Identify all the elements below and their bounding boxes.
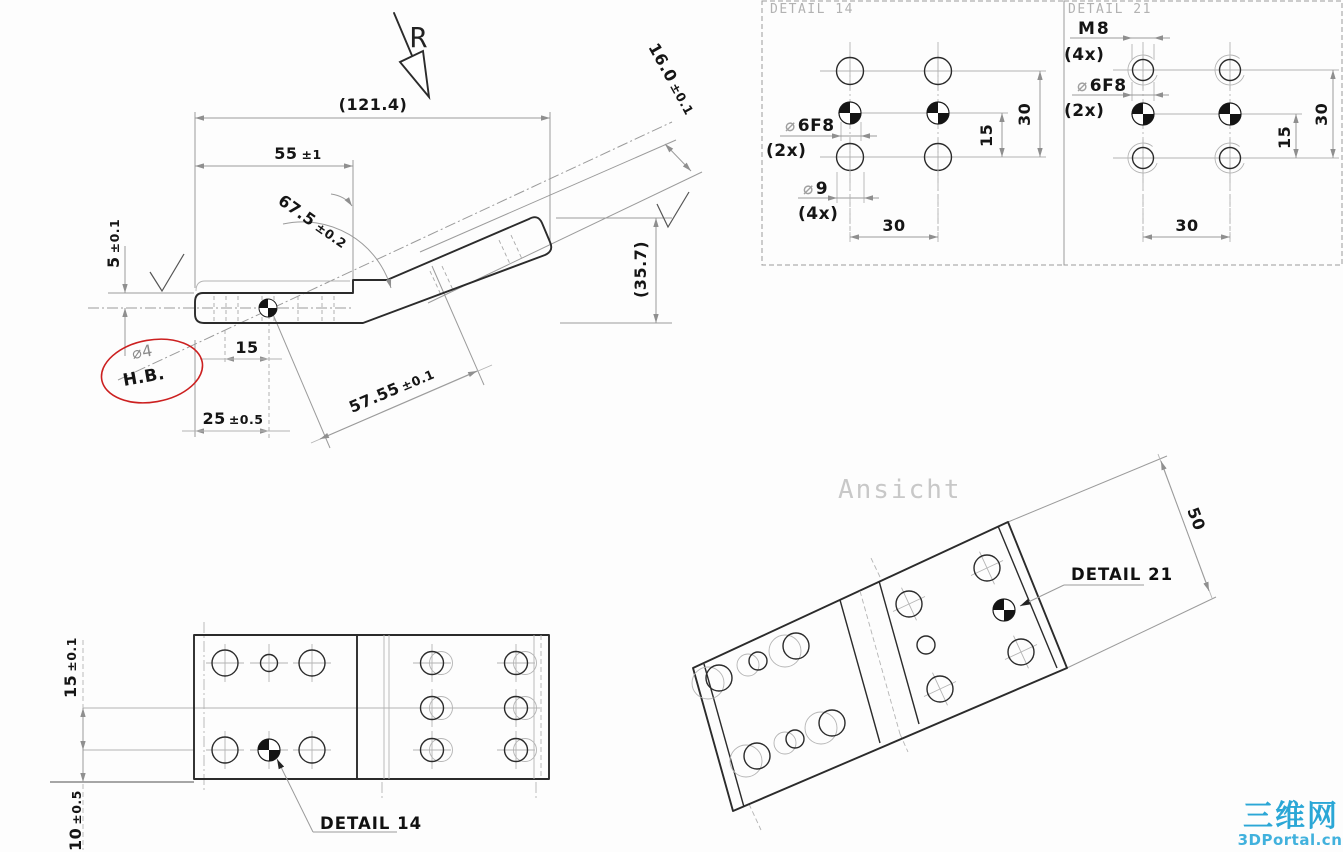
label-fit-hole: ⌀ 6F8: [785, 116, 835, 136]
flat-view-holes: [206, 644, 537, 769]
detail-14-centerlines: [820, 42, 1046, 242]
watermark-site: 3DPortal.cn: [1237, 831, 1343, 849]
view-arrow-label: R: [410, 21, 427, 54]
centroid-symbol: [258, 739, 280, 761]
drill-hole: [917, 636, 935, 654]
dim-height-5: 5±0.1: [104, 218, 123, 268]
detail-14-reference: DETAIL 14: [320, 814, 423, 833]
watermark: [1238, 799, 1343, 849]
dim-row-15: 15±0.1: [61, 637, 80, 698]
centroid-symbol: [927, 102, 949, 124]
flat-view: [50, 622, 549, 851]
balloon-note-hb: H.B.: [121, 363, 167, 391]
part-outline-ansicht: [693, 522, 1067, 811]
balloon-dia4: ⌀4: [130, 340, 155, 363]
side-view: [88, 13, 702, 448]
centroid-symbol: [259, 299, 277, 317]
surface-finish-icon: [150, 254, 184, 291]
counterbored-hole: [737, 652, 767, 676]
dim-30-horizontal: 30: [1175, 216, 1199, 235]
surface-finish-icon: [657, 192, 689, 227]
label-drill-hole: ⌀ 9: [803, 179, 829, 199]
centroid-symbol: [839, 102, 861, 124]
centroid-symbol: [1132, 103, 1154, 125]
dim-edge-10: 10±0.5: [66, 790, 85, 851]
label-fit-qty: (2x): [766, 141, 807, 161]
centroid-symbol: [1219, 103, 1241, 125]
detail-21-border: [1064, 1, 1342, 265]
label-fit-hole: ⌀ 6F8: [1077, 76, 1127, 96]
ansicht-view: [692, 454, 1216, 830]
dim-30-horizontal: 30: [882, 216, 906, 235]
dim-width-55: 55 ±1: [274, 144, 322, 163]
counterbored-hole: [805, 710, 845, 744]
dim-angle: 67.5±0.2: [274, 190, 350, 252]
detail-21-centerlines: [1113, 42, 1339, 242]
dim-30-vertical: 30: [1312, 102, 1331, 126]
label-thread-qty: (4x): [1064, 45, 1105, 65]
dim-edge-25: 25 ±0.5: [202, 409, 264, 428]
counterbored-hole: [730, 743, 770, 777]
centroid-symbol: [993, 599, 1015, 621]
dim-width-50: 50: [1183, 504, 1210, 534]
dim-arm-5755: 57.55±0.1: [346, 366, 437, 417]
counterbored-hole: [774, 730, 804, 754]
dim-height-357: (35.7): [631, 240, 650, 298]
detail-21-panel: [1064, 1, 1342, 265]
dim-30-vertical: 30: [1015, 102, 1034, 126]
detail-14-title: DETAIL 14: [770, 2, 854, 17]
counterbored-hole: [769, 633, 809, 667]
watermark-brand: 三维网: [1243, 799, 1339, 834]
label-drill-qty: (4x): [798, 204, 839, 224]
detail-21-reference: DETAIL 21: [1071, 565, 1174, 584]
flat-view-centerlines: [50, 622, 540, 850]
detail-14-panel: [762, 1, 1064, 265]
dim-15-vertical: 15: [977, 123, 996, 147]
dim-arm-16: 16.0±0.1: [644, 39, 697, 118]
dim-15-vertical: 15: [1275, 125, 1294, 149]
ansicht-title: Ansicht: [838, 475, 962, 505]
label-fit-qty: (2x): [1064, 101, 1105, 121]
detail-21-title: DETAIL 21: [1068, 2, 1152, 17]
ansicht-holes-right: [893, 552, 1037, 706]
label-thread: M8: [1078, 19, 1111, 39]
dim-overall-width: (121.4): [338, 95, 408, 114]
side-view-dimension-lines: [125, 118, 691, 443]
part-outline-flat: [194, 635, 549, 779]
dim-hole-15: 15: [235, 338, 259, 357]
